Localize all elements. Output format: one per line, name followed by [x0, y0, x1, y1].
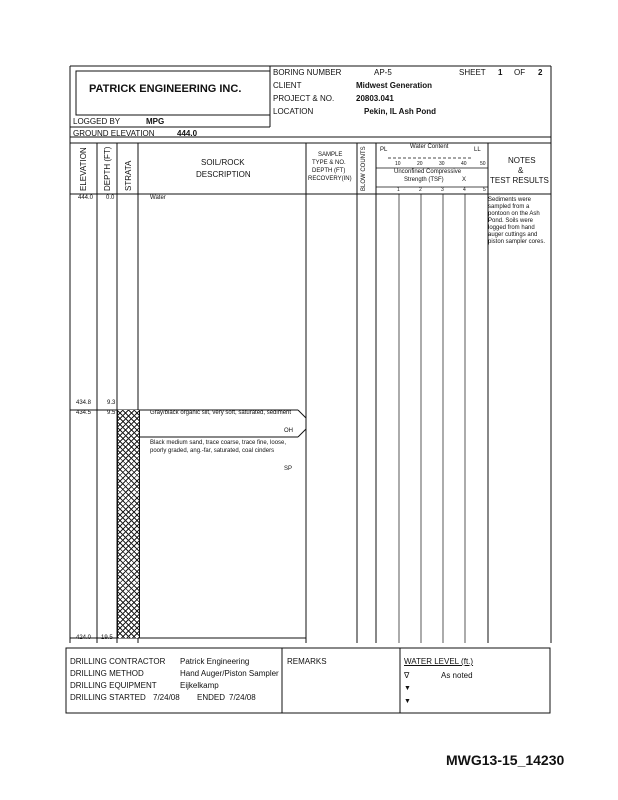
water-level-value: As noted	[441, 671, 473, 680]
ucs-tick-1: 1	[397, 187, 400, 193]
sample-header-line2: TYPE & NO.	[312, 160, 346, 166]
client-label: CLIENT	[273, 81, 302, 90]
ucs-tick-3: 3	[441, 187, 444, 193]
drilling-ended-label: ENDED	[197, 693, 226, 702]
drilling-started-label: DRILLING STARTED	[70, 693, 146, 702]
boring-number-label: BORING NUMBER	[273, 68, 342, 77]
description-row1: Water	[150, 195, 166, 201]
notes-header-line2: &	[518, 166, 524, 175]
depth-row3: 9.5	[107, 410, 116, 416]
elevation-row1: 444.0	[78, 195, 94, 201]
remarks-label: REMARKS	[287, 657, 327, 666]
description-header-line1: SOIL/ROCK	[201, 158, 245, 167]
logged-by-label: LOGGED BY	[73, 117, 121, 126]
notes-header-line3: TEST RESULTS	[490, 176, 549, 185]
pl-label: PL	[380, 147, 388, 153]
blow-counts-header: BLOW COUNTS	[361, 146, 367, 191]
wc-tick-30: 30	[439, 161, 445, 167]
depth-column-header: DEPTH (FT)	[103, 146, 112, 191]
sample-header-line4: RECOVERY(IN)	[308, 176, 352, 182]
drilling-method-label: DRILLING METHOD	[70, 669, 144, 678]
ucs-label-line2: Strength (TSF)	[404, 177, 444, 183]
notes-header-line1: NOTES	[508, 156, 536, 165]
strata-hatch-fill	[117, 410, 140, 638]
sample-header-line1: SAMPLE	[318, 152, 343, 158]
drilling-ended-value: 7/24/08	[229, 693, 256, 702]
elevation-bottom: 424.0	[76, 635, 92, 641]
layer1-description: Gray/black organic silt, very soft, saturated, sediment	[150, 410, 292, 416]
water-level-symbol-3: ▼	[404, 698, 411, 705]
drilling-equipment-label: DRILLING EQUIPMENT	[70, 681, 157, 690]
depth-row2: 9.3	[107, 400, 116, 406]
wc-tick-20: 20	[417, 161, 423, 167]
location-label: LOCATION	[273, 107, 314, 116]
ground-elevation-value: 444.0	[177, 129, 198, 138]
layer2-uscs-code: SP	[284, 466, 293, 472]
layer1-uscs-code: OH	[284, 428, 293, 434]
wc-tick-10: 10	[395, 161, 401, 167]
depth-bottom: 19.5	[101, 635, 113, 641]
ucs-tick-4: 4	[463, 187, 466, 193]
elevation-row2: 434.8	[76, 400, 92, 406]
wc-tick-40: 40	[461, 161, 467, 167]
logged-by-value: MPG	[146, 117, 165, 126]
description-header-line2: DESCRIPTION	[196, 170, 251, 179]
ground-elevation-label: GROUND ELEVATION	[73, 129, 155, 138]
water-level-label: WATER LEVEL (ft.)	[404, 657, 474, 666]
project-label: PROJECT & NO.	[273, 94, 335, 103]
project-number: 20803.041	[356, 94, 394, 103]
document-id: MWG13-15_14230	[446, 752, 565, 768]
elevation-column-header: ELEVATION	[79, 147, 88, 191]
ucs-label-line1: Unconfined Compressive	[394, 169, 462, 175]
drilling-started-value: 7/24/08	[153, 693, 180, 702]
drilling-equipment-value: Eijkelkamp	[180, 681, 219, 690]
water-level-symbol-2: ▼	[404, 685, 411, 692]
drilling-contractor-label: DRILLING CONTRACTOR	[70, 657, 166, 666]
client-value: Midwest Generation	[356, 81, 433, 90]
notes-text: Sediments were sampled from a pontoon on the Ash Pond. Soils were logged from hand auger cuttings and piston sampler cores.	[488, 197, 546, 245]
ucs-tick-5: 5	[483, 187, 486, 193]
layer2-description: Black medium sand, trace coarse, trace fine, loose, poorly graded, ang.-far, saturated, coal cinders	[150, 440, 287, 454]
water-content-label: Water Content	[410, 144, 449, 150]
company-name: PATRICK ENGINEERING INC.	[89, 83, 242, 95]
sheet-label: SHEET	[459, 68, 486, 77]
sheet-total: 2	[538, 68, 543, 77]
ucs-tick-2: 2	[419, 187, 422, 193]
wc-tick-50: 50	[480, 161, 486, 167]
depth-row1: 0.0	[106, 195, 115, 201]
location-value: Pekin, IL Ash Pond	[364, 107, 437, 116]
drilling-method-value: Hand Auger/Piston Sampler	[180, 669, 279, 678]
ll-label: LL	[474, 147, 481, 153]
sample-header-line3: DEPTH (FT)	[312, 168, 346, 174]
drilling-contractor-value: Patrick Engineering	[180, 657, 250, 666]
strata-column-header: STRATA	[124, 160, 133, 191]
sheet-number: 1	[498, 68, 503, 77]
elevation-row3: 434.5	[76, 410, 92, 416]
water-level-symbol-1: ∇	[404, 671, 410, 680]
ucs-x-symbol: X	[462, 177, 467, 183]
sheet-of: OF	[514, 68, 526, 77]
boring-number-value: AP-5	[374, 68, 392, 77]
